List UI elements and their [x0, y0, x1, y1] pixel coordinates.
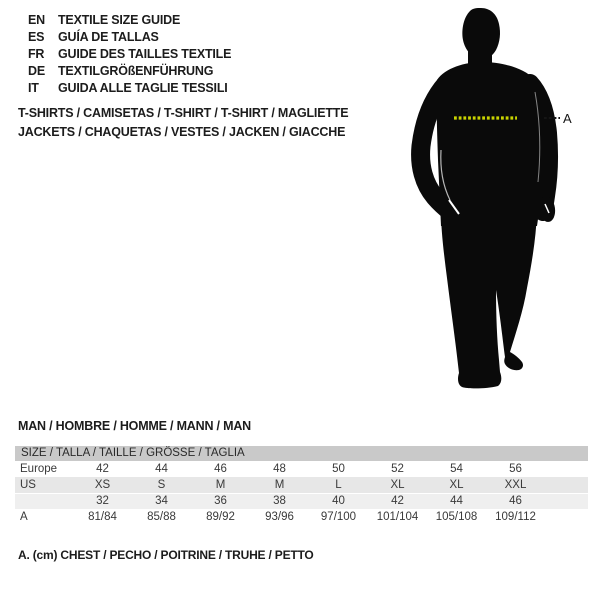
cell: 32	[73, 493, 132, 509]
cell: 38	[250, 493, 309, 509]
cell: 48	[273, 463, 286, 476]
legs-shape	[441, 212, 537, 388]
cell-spacer	[545, 461, 588, 477]
language-label: TEXTILGRÖßENFÜHRUNG	[58, 63, 214, 78]
table-header-row	[15, 446, 588, 461]
cell: 56	[509, 463, 522, 476]
cell: 42	[96, 463, 109, 476]
row-label: A	[20, 511, 28, 524]
cell: 101/104	[376, 511, 419, 524]
measure-footnote: A. (cm) CHEST / PECHO / POITRINE / TRUHE / PETTO	[18, 548, 314, 562]
table-row-chest	[15, 509, 588, 525]
table-row-us	[15, 477, 588, 493]
cell: L	[309, 477, 368, 493]
cell: 36	[191, 493, 250, 509]
cell: 97/100	[320, 511, 357, 524]
cell: 52	[391, 463, 404, 476]
category-tshirts: T-SHIRTS / CAMISETAS / T-SHIRT / T-SHIRT / MAGLIETTE	[18, 106, 349, 120]
cell: 44	[155, 463, 168, 476]
measure-label-a: A	[563, 111, 572, 126]
cell: S	[132, 477, 191, 493]
cell: 40	[309, 493, 368, 509]
cell: XL	[427, 477, 486, 493]
cell: XXL	[486, 477, 545, 493]
cell: 81/84	[88, 511, 117, 524]
cell: 34	[132, 493, 191, 509]
cell-spacer	[545, 477, 588, 493]
language-label: GUIDA ALLE TAGLIE TESSILI	[58, 80, 228, 95]
cell: M	[191, 477, 250, 493]
cell: 44	[427, 493, 486, 509]
cell: 50	[332, 463, 345, 476]
language-code: ES	[28, 29, 45, 44]
section-title-man: MAN / HOMBRE / HOMME / MANN / MAN	[18, 419, 251, 433]
cell: 109/112	[495, 511, 536, 524]
language-code: FR	[28, 46, 45, 61]
cell: 46	[486, 493, 545, 509]
cell-spacer	[545, 493, 588, 509]
cell: XS	[73, 477, 132, 493]
table-row-europe	[15, 461, 588, 477]
cell: 89/92	[206, 511, 235, 524]
language-code: IT	[28, 80, 39, 95]
size-table-grid	[15, 446, 588, 525]
row-label: Europe	[20, 463, 58, 476]
cell: 105/108	[435, 511, 478, 524]
cell: 42	[368, 493, 427, 509]
cell: M	[250, 477, 309, 493]
category-jackets: JACKETS / CHAQUETAS / VESTES / JACKEN / GIACCHE	[18, 125, 346, 139]
man-silhouette	[421, 8, 557, 388]
table-row-alt-size	[15, 493, 588, 509]
cell: 54	[450, 463, 463, 476]
size-table	[15, 446, 588, 525]
cell: 93/96	[265, 511, 294, 524]
cell: 85/88	[147, 511, 176, 524]
language-label: TEXTILE SIZE GUIDE	[58, 12, 181, 27]
cell: XL	[368, 477, 427, 493]
language-code: EN	[28, 12, 45, 27]
row-label	[15, 493, 73, 509]
table-header-label: SIZE / TALLA / TAILLE / GRÖSSE / TAGLIA	[15, 446, 588, 461]
cell: 46	[214, 463, 227, 476]
row-label: US	[15, 477, 73, 493]
language-label: GUÍA DE TALLAS	[58, 29, 159, 44]
language-label: GUIDE DES TAILLES TEXTILE	[58, 46, 232, 61]
cell-spacer	[545, 509, 588, 525]
language-code: DE	[28, 63, 45, 78]
